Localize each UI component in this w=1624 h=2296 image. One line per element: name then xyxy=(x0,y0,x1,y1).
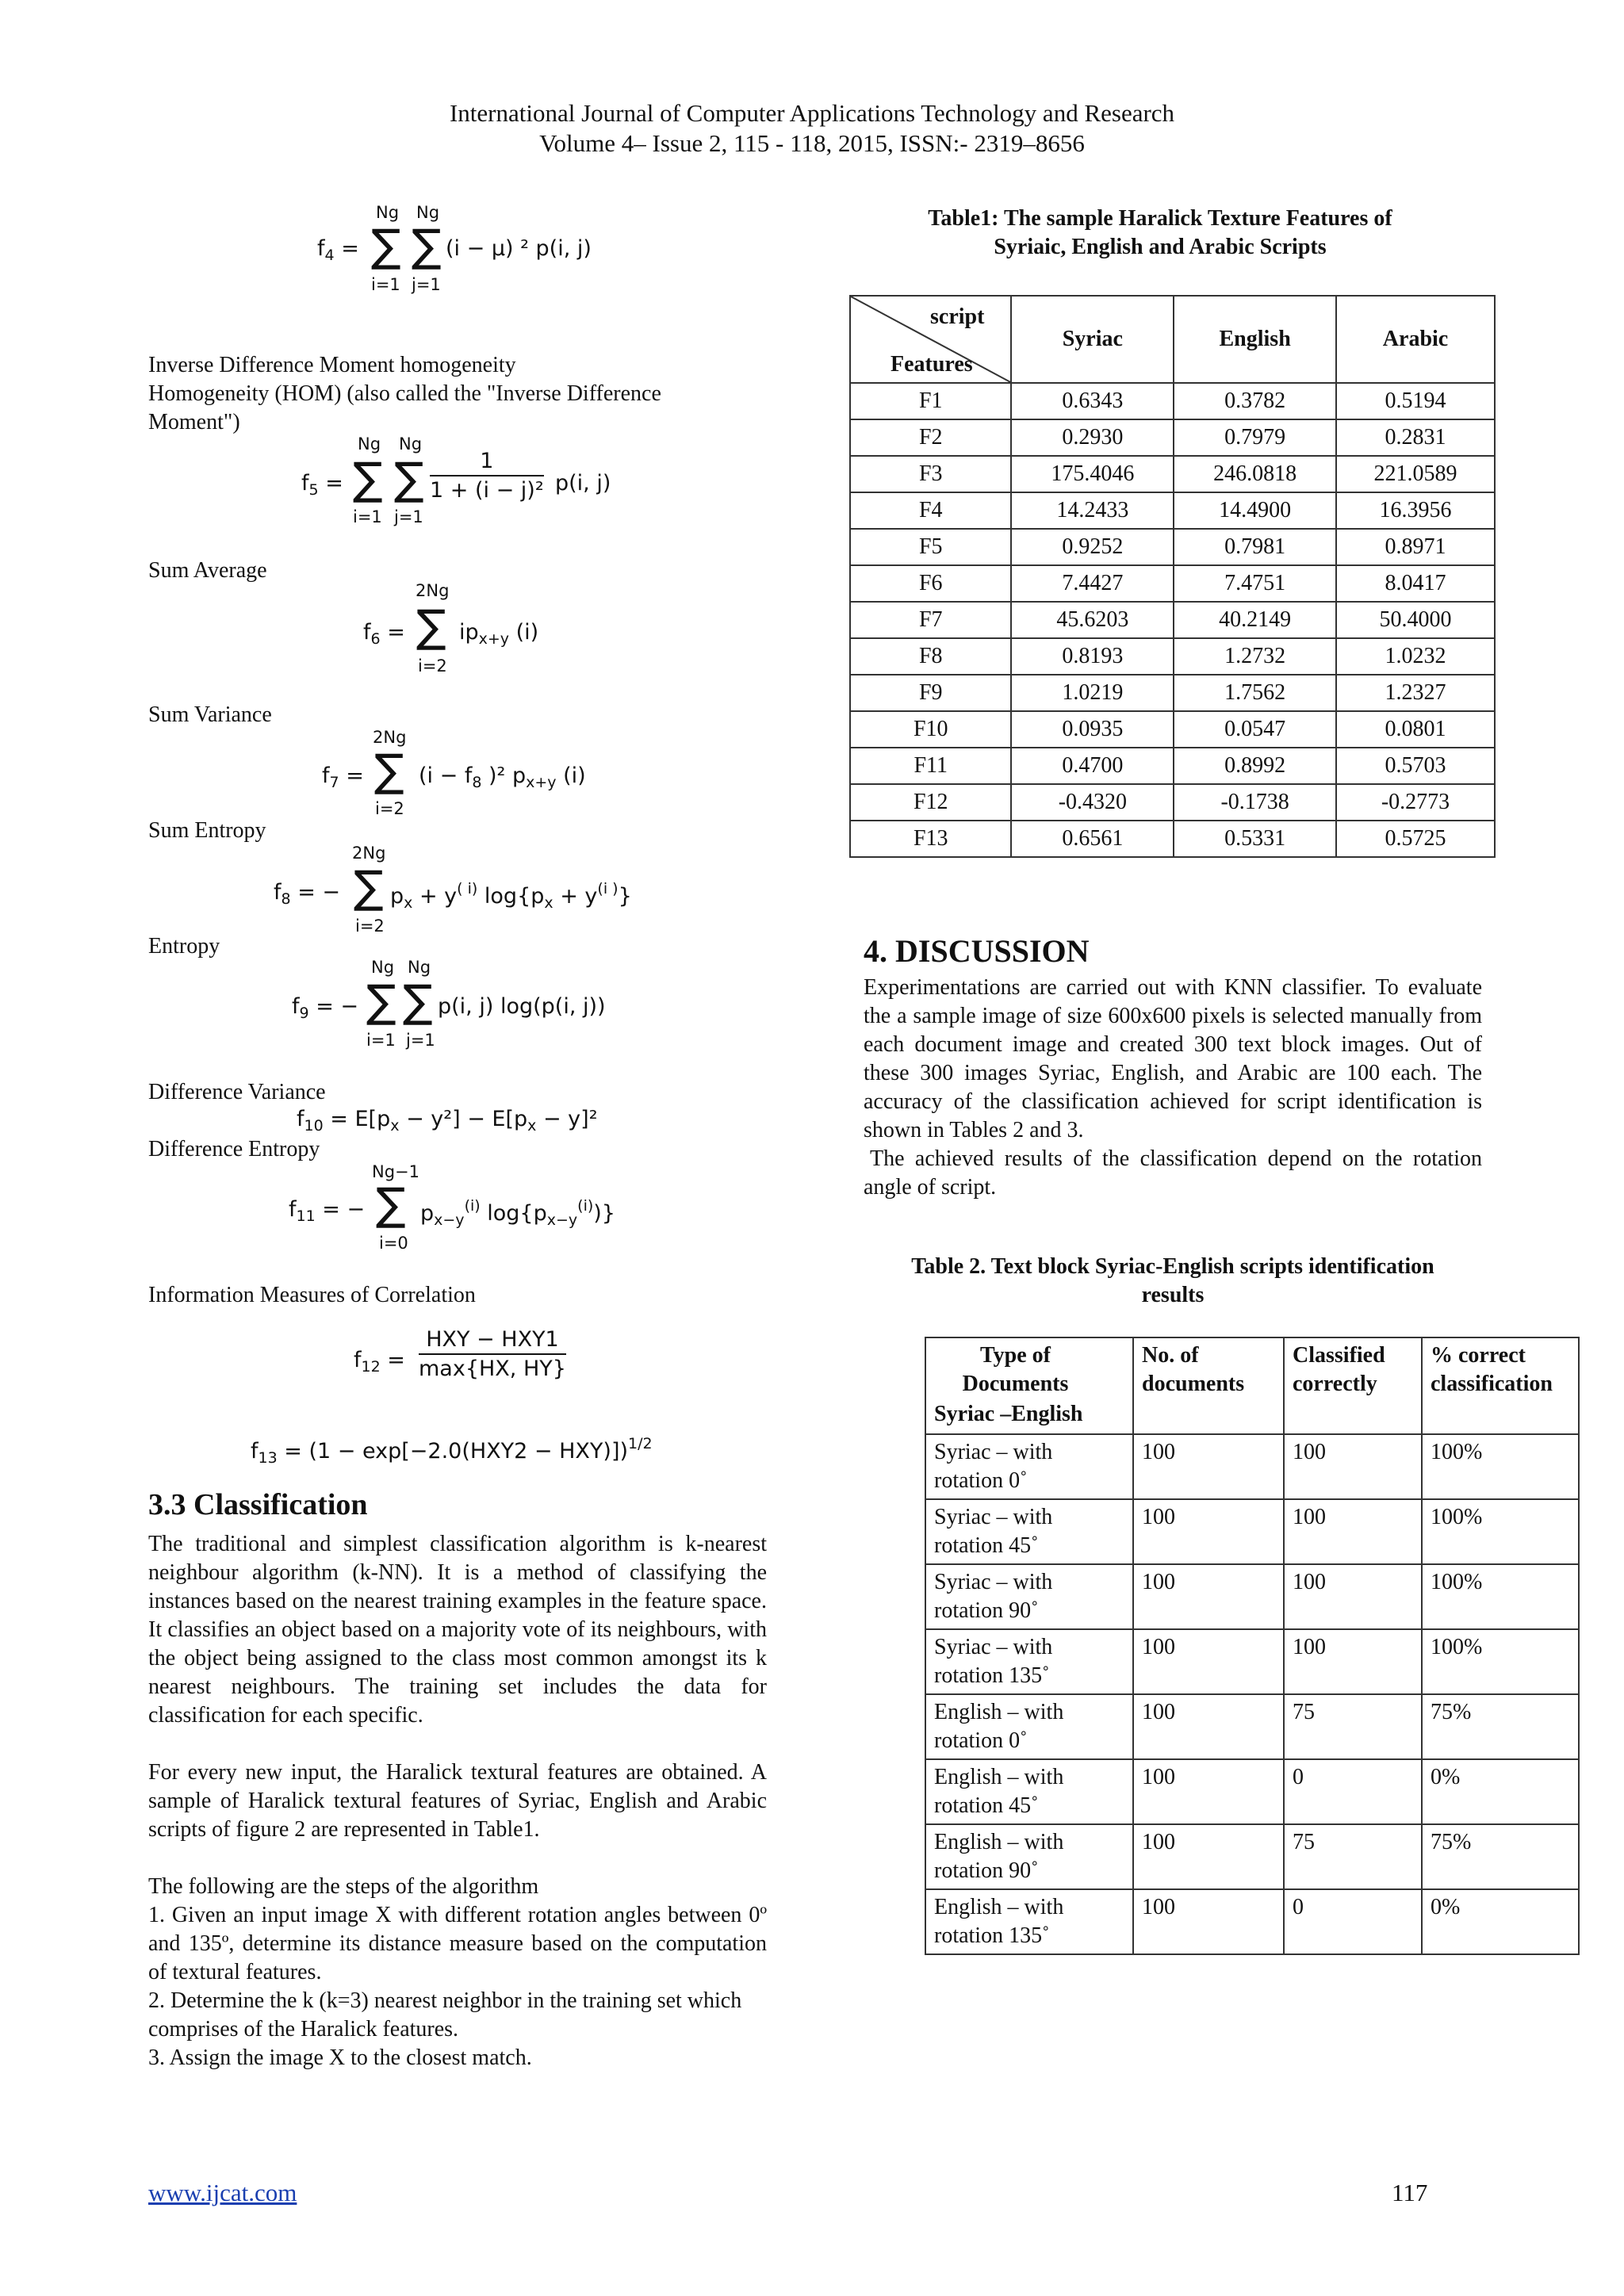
table2-type-cell: English – with rotation 45˚ xyxy=(925,1759,1133,1824)
table1-value-cell: 50.4000 xyxy=(1336,602,1495,638)
difference-variance-label: Difference Variance xyxy=(148,1080,326,1104)
f12-fraction: $\frac{\text{HXY − HXY1}}{\max\{HX, HY\}}$ xyxy=(419,1327,566,1381)
formula-f11: $f_{11}$ = − xyxy=(289,1197,366,1225)
table1-feature-label: F8 xyxy=(850,638,1011,675)
f7-sigma: ∑ xyxy=(374,745,404,797)
table2-caption-line1: Table 2. Text block Syriac-English scripts identification xyxy=(911,1254,1434,1279)
f11-sigma: ∑ xyxy=(376,1179,406,1230)
table2-type-cell: Syriac – with rotation 45˚ xyxy=(925,1499,1133,1564)
f4-body: (i − μ) ² p(i, j) xyxy=(446,236,592,261)
table1-value-cell: 1.0219 xyxy=(1011,675,1174,711)
formula-f13: $f_{13} = (1 - \exp[-2.0(HXY2 - HXY)])^{1/2}$ xyxy=(251,1435,653,1467)
f4-sigma-i: ∑ xyxy=(371,220,401,272)
f4-lower-limit-i: i=1 xyxy=(371,275,400,294)
table1-row xyxy=(850,419,1495,456)
sum-entropy-label: Sum Entropy xyxy=(148,818,266,843)
f11-lower-limit: i=0 xyxy=(379,1234,408,1253)
table1-row xyxy=(850,492,1495,529)
table1-row xyxy=(850,675,1495,711)
table2-percent-cell: 0% xyxy=(1422,1889,1579,1954)
f6-lower-limit: i=2 xyxy=(418,656,447,675)
table1-feature-label: F5 xyxy=(850,529,1011,565)
f9-lower-limit-i: i=1 xyxy=(366,1031,396,1050)
table1-col-arabic: Arabic xyxy=(1336,296,1495,383)
table2-classified-cell: 75 xyxy=(1284,1694,1422,1759)
table1-value-cell: 246.0818 xyxy=(1174,456,1336,492)
classification-paragraph-2: For every new input, the Haralick textural features are obtained. A sample of Haralick textural features of Syriac, English and Arabic scripts of figure 2 are represented in Table1. xyxy=(148,1760,767,1842)
table1-caption-line1: Table1: The sample Haralick Texture Features of xyxy=(928,206,1392,231)
footer-website-link[interactable]: www.ijcat.com xyxy=(148,2179,297,2206)
table2-count-cell: 100 xyxy=(1133,1434,1284,1499)
table2-percent-cell: 75% xyxy=(1422,1694,1579,1759)
algorithm-step-3: 3. Assign the image X to the closest match. xyxy=(148,2045,532,2070)
table1-value-cell: 8.0417 xyxy=(1336,565,1495,602)
formula-f10: $f_{10} = E[p_x - y^2] - E[p_x - y]^2$ xyxy=(297,1107,598,1135)
table2-type-cell: Syriac – with rotation 0˚ xyxy=(925,1434,1133,1499)
table1-feature-label: F10 xyxy=(850,711,1011,748)
f8-lower-limit: i=2 xyxy=(355,916,385,936)
f5-tail: p(i, j) xyxy=(555,471,611,496)
table2-identification-results xyxy=(925,1337,1580,1955)
table2-classified-cell: 100 xyxy=(1284,1629,1422,1694)
table2-row xyxy=(925,1629,1579,1694)
table2-row xyxy=(925,1564,1579,1629)
table1-value-cell: 7.4751 xyxy=(1174,565,1336,602)
corner-script-label: script xyxy=(930,304,985,329)
table1-feature-label: F4 xyxy=(850,492,1011,529)
table2-count-cell: 100 xyxy=(1133,1824,1284,1889)
table1-row xyxy=(850,821,1495,857)
table2-classified-cell: 0 xyxy=(1284,1889,1422,1954)
table1-value-cell: 0.3782 xyxy=(1174,383,1336,419)
table1-value-cell: 0.7981 xyxy=(1174,529,1336,565)
table2-row xyxy=(925,1694,1579,1759)
table1-value-cell: 0.8971 xyxy=(1336,529,1495,565)
table2-caption-line2: results xyxy=(1141,1283,1205,1307)
journal-volume: Volume 4– Issue 2, 115 - 118, 2015, ISSN:- 2319–8656 xyxy=(539,129,1085,157)
algorithm-step-2: 2. Determine the k (k=3) nearest neighbor in the training set which comprises of the Haralick features. xyxy=(148,1988,742,2042)
f9-upper-limit-i: Ng xyxy=(371,958,395,977)
table1-value-cell: 7.4427 xyxy=(1011,565,1174,602)
table1-value-cell: 0.6561 xyxy=(1011,821,1174,857)
formula-f5: $f_5$ = xyxy=(301,471,343,499)
table1-row xyxy=(850,711,1495,748)
discussion-paragraph-1: Experimentations are carried out with KNN classifier. To evaluate the a sample image of size 600x600 pixels is selected manually from each document image and created 300 text block images. Out of these 300 images Syriac, English, and Arabic are 100 each. The accuracy of the classification achieved for script identification is shown in Tables 2 and 3. xyxy=(864,975,1482,1142)
algorithm-step-1: 1. Given an input image X with different rotation angles between 0º and 135º, determine its distance measure based on the computation of textural features. xyxy=(148,1903,767,1984)
table2-percent-cell: 100% xyxy=(1422,1629,1579,1694)
f7-upper-limit: 2Ng xyxy=(373,728,407,747)
table1-caption-line2: Syriaic, English and Arabic Scripts xyxy=(994,235,1327,259)
table2-count-cell: 100 xyxy=(1133,1629,1284,1694)
f6-upper-limit: 2Ng xyxy=(416,581,450,600)
table1-feature-label: F12 xyxy=(850,784,1011,821)
formula-f4: $f_4$ = xyxy=(317,236,359,264)
table1-value-cell: 1.2732 xyxy=(1174,638,1336,675)
table2-col-type: Type of Documents xyxy=(962,1343,1069,1396)
f5-upper-limit-j: Ng xyxy=(399,434,423,453)
f4-sigma-j: ∑ xyxy=(412,220,442,272)
f7-body: ($i - f_8$ )² $p_{x+y}$ (i) xyxy=(419,763,586,791)
table1-feature-label: F11 xyxy=(850,748,1011,784)
table2-count-cell: 100 xyxy=(1133,1889,1284,1954)
table1-row xyxy=(850,383,1495,419)
table1-row xyxy=(850,638,1495,675)
table1-col-english: English xyxy=(1174,296,1336,383)
journal-title: International Journal of Computer Applications Technology and Research xyxy=(449,99,1175,127)
formula-f7: $f_7$ = xyxy=(322,763,364,791)
table1-value-cell: 14.2433 xyxy=(1011,492,1174,529)
entropy-label: Entropy xyxy=(148,934,220,959)
table1-value-cell: 1.2327 xyxy=(1336,675,1495,711)
page-number: 117 xyxy=(1392,2179,1428,2206)
table1-value-cell: 1.7562 xyxy=(1174,675,1336,711)
f9-lower-limit-j: j=1 xyxy=(406,1031,435,1050)
f6-sigma: ∑ xyxy=(416,601,446,652)
f9-body: p(i, j) log(p(i, j)) xyxy=(438,994,606,1019)
f8-upper-limit: 2Ng xyxy=(352,844,386,863)
f9-upper-limit-j: Ng xyxy=(408,958,431,977)
table2-classified-cell: 75 xyxy=(1284,1824,1422,1889)
table1-value-cell: 175.4046 xyxy=(1011,456,1174,492)
table1-value-cell: 0.5331 xyxy=(1174,821,1336,857)
table2-row xyxy=(925,1889,1579,1954)
table1-value-cell: -0.1738 xyxy=(1174,784,1336,821)
table2-classified-cell: 100 xyxy=(1284,1499,1422,1564)
table1-value-cell: 0.0547 xyxy=(1174,711,1336,748)
table2-row xyxy=(925,1759,1579,1824)
formula-f6: $f_6$ = xyxy=(363,620,405,648)
algorithm-steps-intro: The following are the steps of the algorithm xyxy=(148,1874,539,1899)
table1-feature-label: F13 xyxy=(850,821,1011,857)
table1-value-cell: 1.0232 xyxy=(1336,638,1495,675)
table1-value-cell: 0.4700 xyxy=(1011,748,1174,784)
hom-title: Inverse Difference Moment homogeneity xyxy=(148,353,516,377)
difference-entropy-label: Difference Entropy xyxy=(148,1137,320,1161)
f11-body: $p_{x-y}^{(i)}$ $\log\{p_{x-y}^{(i)})$} xyxy=(420,1197,615,1229)
table2-row xyxy=(925,1434,1579,1499)
classification-paragraph-1: The traditional and simplest classification algorithm is k-nearest neighbour algorithm (k-NN). It is a method of classifying the instances based on the nearest training examples in the feature space. It classifies an object based on a majority vote of its neighbours, with the object being assigned to the class most common amongst its k nearest neighbours. The training set includes the data for classification for each specific. xyxy=(148,1532,767,1728)
table2-col-count: No. of documents xyxy=(1133,1337,1284,1434)
table2-col-classified: Classified correctly xyxy=(1284,1337,1422,1434)
table2-count-cell: 100 xyxy=(1133,1564,1284,1629)
table1-header-row xyxy=(850,296,1495,383)
table1-row xyxy=(850,565,1495,602)
table1-value-cell: -0.2773 xyxy=(1336,784,1495,821)
table1-value-cell: 0.5725 xyxy=(1336,821,1495,857)
f5-sigma-j: ∑ xyxy=(394,453,424,505)
table1-value-cell: 0.9252 xyxy=(1011,529,1174,565)
f8-body: $p_x + y^{( i)}$ $\log\{p_x + y^{(i )}\}$ xyxy=(390,880,632,912)
formula-f9: $f_9$ = − xyxy=(292,994,359,1022)
table1-col-syriac: Syriac xyxy=(1011,296,1174,383)
table2-count-cell: 100 xyxy=(1133,1499,1284,1564)
table1-value-cell: 40.2149 xyxy=(1174,602,1336,638)
table1-value-cell: 0.2831 xyxy=(1336,419,1495,456)
table2-type-cell: Syriac – with rotation 135˚ xyxy=(925,1629,1133,1694)
table1-value-cell: 0.8992 xyxy=(1174,748,1336,784)
table1-value-cell: 0.8193 xyxy=(1011,638,1174,675)
f4-lower-limit-j: j=1 xyxy=(412,275,441,294)
table1-value-cell: 16.3956 xyxy=(1336,492,1495,529)
f4-upper-limit-j: Ng xyxy=(416,203,440,222)
table1-value-cell: 0.0801 xyxy=(1336,711,1495,748)
f5-fraction: $\frac{1}{\text{1 + (i − j)²}}$ xyxy=(430,449,544,503)
f5-sigma-i: ∑ xyxy=(353,453,383,505)
table1-feature-label: F6 xyxy=(850,565,1011,602)
f6-body: $ip_{x+y}$ (i) xyxy=(459,620,539,648)
table1-haralick-features xyxy=(849,295,1496,858)
table2-type-cell: English – with rotation 90˚ xyxy=(925,1824,1133,1889)
f5-upper-limit-i: Ng xyxy=(358,434,381,453)
table2-classified-cell: 100 xyxy=(1284,1564,1422,1629)
table1-row xyxy=(850,748,1495,784)
table1-feature-label: F1 xyxy=(850,383,1011,419)
table1-value-cell: 0.0935 xyxy=(1011,711,1174,748)
table1-feature-label: F3 xyxy=(850,456,1011,492)
f8-sigma: ∑ xyxy=(354,862,384,913)
table2-type-header-cell xyxy=(925,1337,1133,1434)
table1-value-cell: 0.7979 xyxy=(1174,419,1336,456)
table1-feature-label: F9 xyxy=(850,675,1011,711)
table1-feature-label: F2 xyxy=(850,419,1011,456)
discussion-heading: 4. DISCUSSION xyxy=(864,933,1090,969)
table2-classified-cell: 0 xyxy=(1284,1759,1422,1824)
table2-type-cell: English – with rotation 0˚ xyxy=(925,1694,1133,1759)
f7-lower-limit: i=2 xyxy=(375,799,404,818)
table2-row xyxy=(925,1824,1579,1889)
table2-type-cell: Syriac – with rotation 90˚ xyxy=(925,1564,1133,1629)
table2-count-cell: 100 xyxy=(1133,1759,1284,1824)
table1-row xyxy=(850,529,1495,565)
table2-classified-cell: 100 xyxy=(1284,1434,1422,1499)
table1-value-cell: 0.5194 xyxy=(1336,383,1495,419)
formula-f8: $f_8$ = − xyxy=(274,880,341,908)
table2-percent-cell: 100% xyxy=(1422,1434,1579,1499)
table2-row xyxy=(925,1499,1579,1564)
table2-percent-cell: 75% xyxy=(1422,1824,1579,1889)
classification-heading: 3.3 Classification xyxy=(148,1488,368,1521)
table1-corner-cell xyxy=(850,296,1011,383)
table1-value-cell: -0.4320 xyxy=(1011,784,1174,821)
f5-lower-limit-j: j=1 xyxy=(394,507,423,526)
hom-description: Homogeneity (HOM) (also called the "Inverse Difference Moment") xyxy=(148,381,661,434)
f9-sigma-j: ∑ xyxy=(403,976,433,1027)
table2-type-cell: English – with rotation 135˚ xyxy=(925,1889,1133,1954)
table2-col-percent: % correct classification xyxy=(1422,1337,1579,1434)
table1-row xyxy=(850,456,1495,492)
corner-features-label: Features xyxy=(891,352,973,377)
table2-percent-cell: 0% xyxy=(1422,1759,1579,1824)
table2-percent-cell: 100% xyxy=(1422,1499,1579,1564)
table2-count-cell: 100 xyxy=(1133,1694,1284,1759)
f9-sigma-i: ∑ xyxy=(366,976,396,1027)
table1-value-cell: 0.5703 xyxy=(1336,748,1495,784)
discussion-paragraph-2: The achieved results of the classification depend on the rotation angle of script. xyxy=(864,1146,1482,1200)
table1-feature-label: F7 xyxy=(850,602,1011,638)
table1-row xyxy=(850,602,1495,638)
f5-lower-limit-i: i=1 xyxy=(353,507,382,526)
table1-value-cell: 45.6203 xyxy=(1011,602,1174,638)
table1-value-cell: 0.2930 xyxy=(1011,419,1174,456)
table2-percent-cell: 100% xyxy=(1422,1564,1579,1629)
sum-average-label: Sum Average xyxy=(148,558,267,583)
f4-upper-limit-i: Ng xyxy=(376,203,400,222)
table1-value-cell: 0.6343 xyxy=(1011,383,1174,419)
table1-value-cell: 221.0589 xyxy=(1336,456,1495,492)
table2-header-row xyxy=(925,1337,1579,1434)
formula-f12: $f_{12}$ = xyxy=(354,1348,405,1376)
sum-variance-label: Sum Variance xyxy=(148,702,272,727)
table2-subheader: Syriac –English xyxy=(934,1402,1083,1426)
information-measures-label: Information Measures of Correlation xyxy=(148,1283,476,1307)
f11-upper-limit: Ng−1 xyxy=(372,1162,419,1181)
table1-value-cell: 14.4900 xyxy=(1174,492,1336,529)
table1-row xyxy=(850,784,1495,821)
